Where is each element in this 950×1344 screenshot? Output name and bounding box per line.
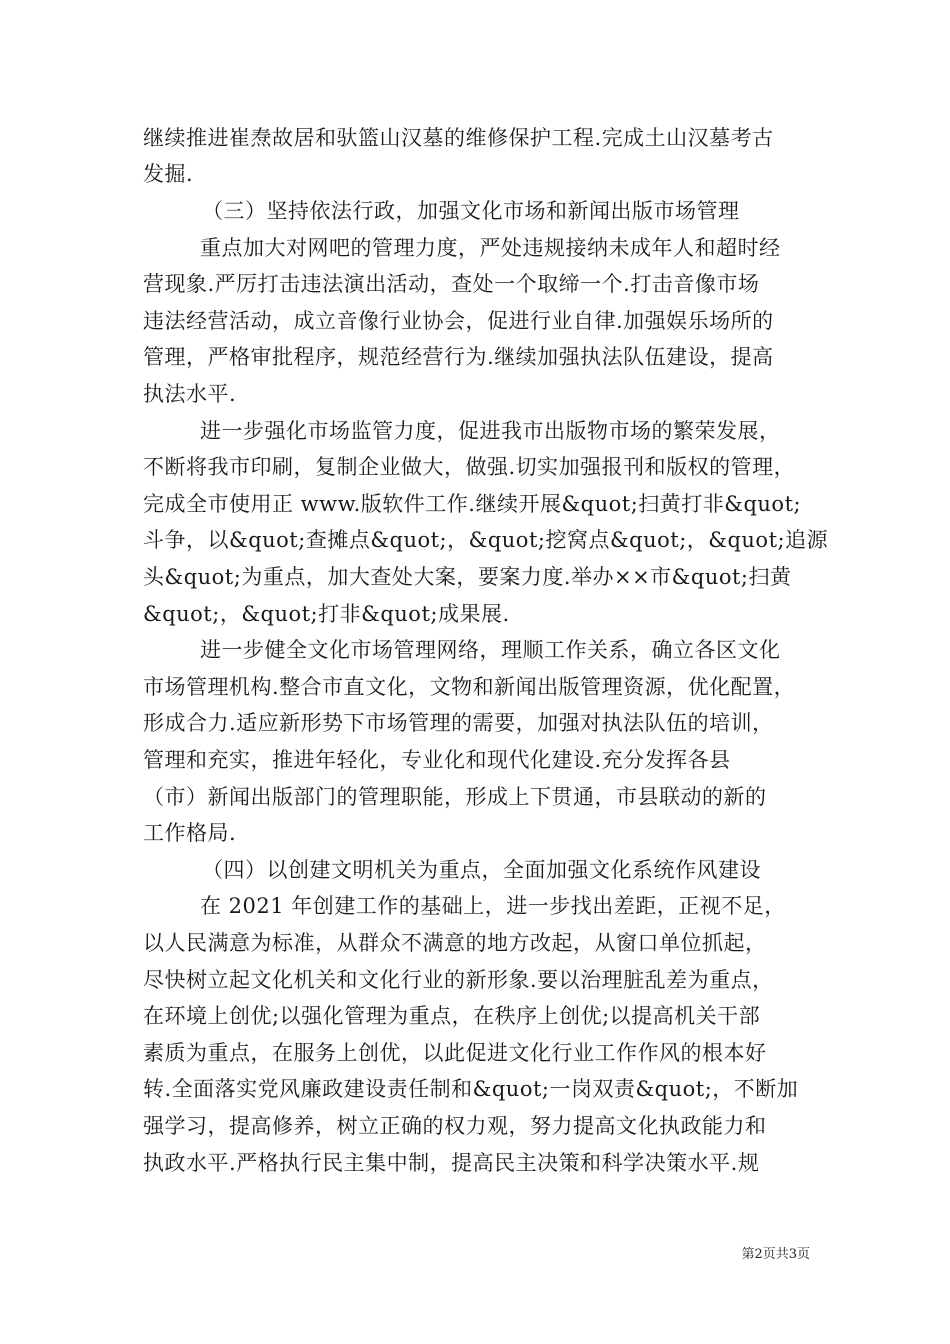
text-line: &quot;，&quot;打非&quot;成果展. (143, 602, 510, 626)
text-line: 进一步强化市场监管力度，促进我市出版物市场的繁荣发展， (200, 419, 781, 443)
text-line: 重点加大对网吧的管理力度，严处违规接纳未成年人和超时经 (200, 236, 781, 260)
text-line: 工作格局. (143, 821, 237, 845)
section-heading: （三）坚持依法行政，加强文化市场和新闻出版市场管理 (202, 199, 740, 223)
text-line: 管理，严格审批程序，规范经营行为.继续加强执法队伍建设，提高 (143, 345, 774, 369)
text-line: 营现象.严厉打击违法演出活动，查处一个取缔一个.打击音像市场 (143, 272, 760, 296)
text-line: 尽快树立起文化机关和文化行业的新形象.要以治理脏乱差为重点， (143, 968, 774, 992)
text-line: 进一步健全文化市场管理网络，理顺工作关系，确立各区文化 (200, 638, 781, 662)
text-line: 以人民满意为标准，从群众不满意的地方改起，从窗口单位抓起， (143, 931, 767, 955)
text-line: 不断将我市印刷，复制企业做大，做强.切实加强报刊和版权的管理， (143, 455, 796, 479)
text-line: 形成合力.适应新形势下市场管理的需要，加强对执法队伍的培训， (143, 711, 774, 735)
text-line: 发掘. (143, 162, 194, 186)
page-number: 第2页共3页 (741, 1247, 810, 1262)
text-line: 执法水平. (143, 382, 237, 406)
text-line: 违法经营活动，成立音像行业协会，促进行业自律.加强娱乐场所的 (143, 309, 774, 333)
text-line: （市）新闻出版部门的管理职能，形成上下贯通，市县联动的新的 (143, 785, 767, 809)
section-heading: （四）以创建文明机关为重点，全面加强文化系统作风建设 (202, 858, 761, 882)
text-line: 头&quot;为重点，加大查处大案，要案力度.举办××市&quot;扫黄 (143, 565, 792, 589)
text-line: 在环境上创优;以强化管理为重点，在秩序上创优;以提高机关干部 (143, 1004, 761, 1028)
text-line: 执政水平.严格执行民主集中制，提高民主决策和科学决策水平.规 (143, 1151, 760, 1175)
text-line: 转.全面落实党风廉政建设责任制和&quot;一岗双责&quot;，不断加 (143, 1077, 799, 1101)
text-line: 市场管理机构.整合市直文化，文物和新闻出版管理资源，优化配置， (143, 675, 796, 699)
text-line: 在 2021 年创建工作的基础上，进一步找出差距，正视不足， (200, 894, 786, 918)
text-line: 斗争，以&quot;查摊点&quot;，&quot;挖窝点&quot;，&quot;追源 (143, 528, 829, 552)
text-line: 素质为重点，在服务上创优，以此促进文化行业工作作风的根本好 (143, 1041, 767, 1065)
text-line: 强学习，提高修养，树立正确的权力观，努力提高文化执政能力和 (143, 1114, 767, 1138)
text-line: 完成全市使用正 www.版软件工作.继续开展&quot;扫黄打非&quot; (143, 492, 802, 516)
text-line: 继续推进崔焘故居和驮篮山汉墓的维修保护工程.完成土山汉墓考古 (143, 126, 774, 150)
text-line: 管理和充实，推进年轻化，专业化和现代化建设.充分发挥各县 (143, 748, 731, 772)
